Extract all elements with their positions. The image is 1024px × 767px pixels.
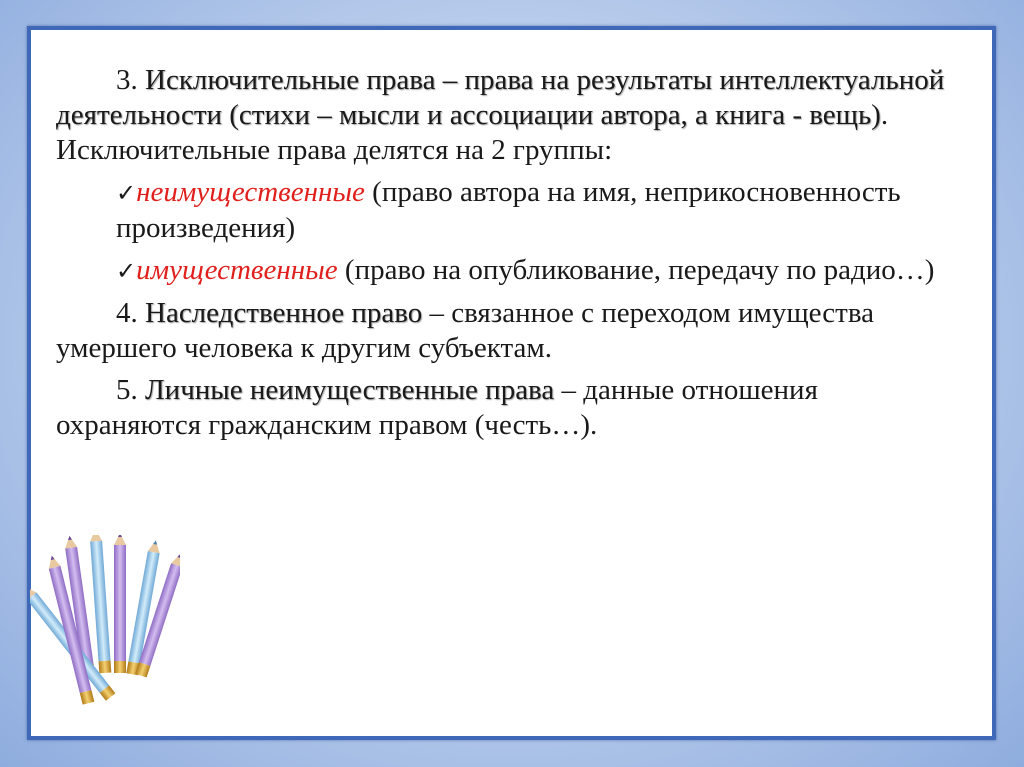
bullet-non-property-term: неимущественные xyxy=(136,176,365,208)
bullet-non-property-rest: (право автора на имя, неприкосновенность произведения) xyxy=(116,176,901,244)
item-3 xyxy=(56,63,966,168)
item-4-term: Наследственное право xyxy=(145,297,423,329)
slide-text xyxy=(56,63,966,450)
bullet-property-rest: (право на опубликование, передачу по радио…) xyxy=(337,254,935,286)
item-4-number: 4. xyxy=(116,297,138,329)
pencils-illustration xyxy=(30,535,180,715)
item-5-rest: – данные отношения охраняются гражданским правом (честь…). xyxy=(56,374,818,441)
checkmark-icon: ✓ xyxy=(116,179,137,207)
item-3-term: Исключительные права – права на результаты интеллектуальной деятельности (стихи – мысли и ассоциации автора, а книга - вещь) xyxy=(56,64,945,131)
item-5-term: Личные неимущественные права xyxy=(145,374,555,406)
bullet-non-property xyxy=(116,175,966,246)
item-5 xyxy=(56,373,966,443)
item-3-number: 3. xyxy=(116,64,138,96)
pencil-purple-2 xyxy=(114,535,126,673)
item-5-number: 5. xyxy=(116,374,138,406)
bullet-property xyxy=(116,253,966,289)
checkmark-icon: ✓ xyxy=(116,257,137,285)
item-3-rest: . Исключительные права делятся на 2 группы: xyxy=(56,99,889,166)
item-4 xyxy=(56,296,966,366)
bullet-property-term: имущественные xyxy=(136,254,338,286)
item-4-rest: – связанное с переходом имущества умершего человека к другим субъектам. xyxy=(56,297,875,364)
pencil-blue-1 xyxy=(89,535,111,673)
